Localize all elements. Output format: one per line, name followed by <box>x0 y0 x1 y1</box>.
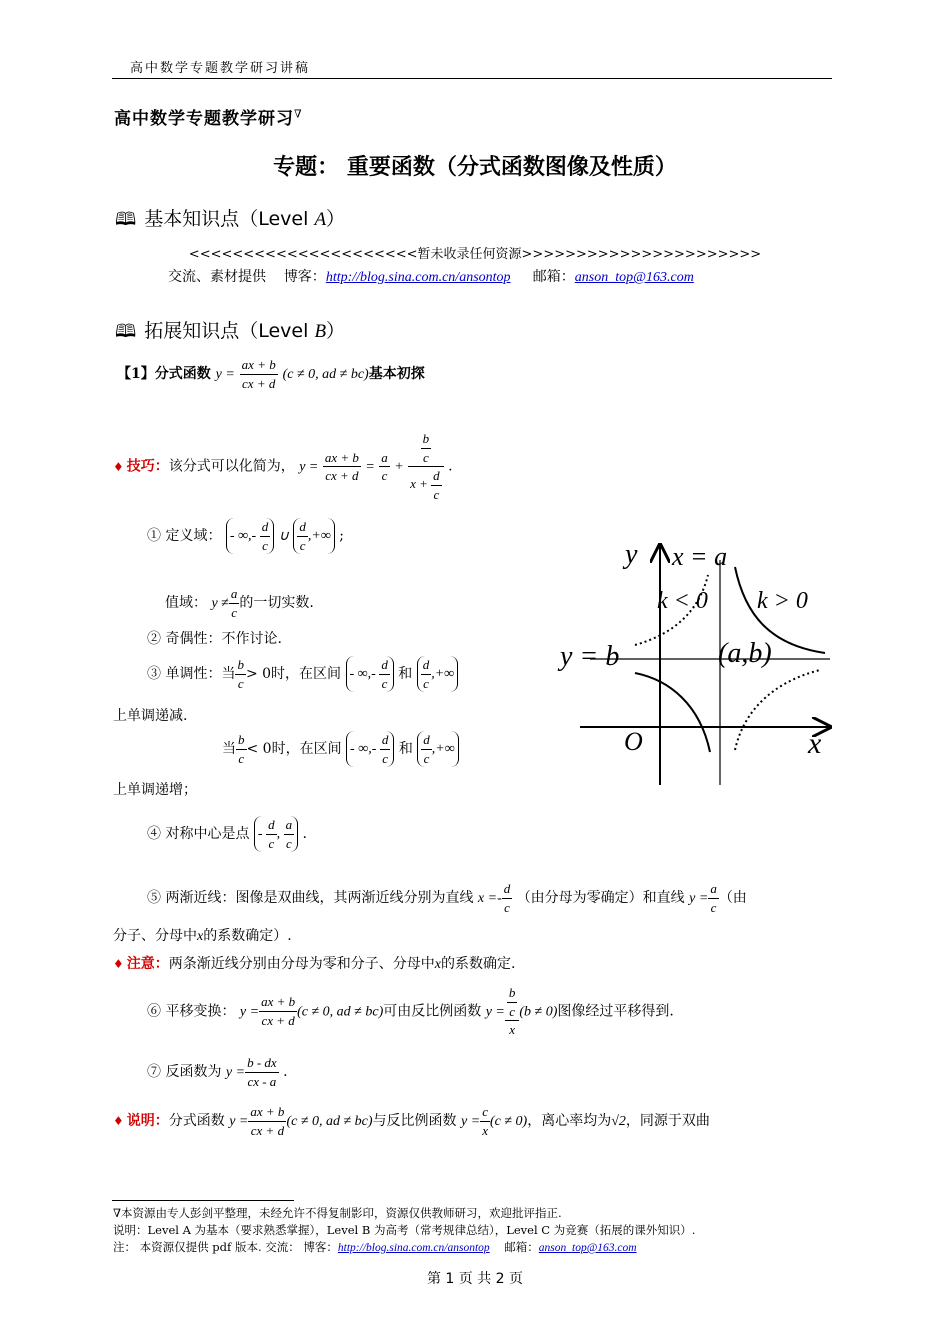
note-text: 两条渐近线分别由分母为零和分子、分母中 <box>168 956 435 972</box>
explain-a: 分式函数 <box>168 1113 225 1130</box>
shift-line: ⑥ 平移变换： y = $\frac{ax + b}{cx + d}$ (c ≠ 0, ad ≠ bc)可由反比例函数 y = $\frac{\frac{b}{c}}{x}$ (b ≠ 0)图像经过平移得到. <box>147 985 674 1038</box>
mono-lt0: < 0时，在区间 <box>246 741 342 758</box>
drop-icon: ♦ <box>113 957 124 971</box>
graph-y-label: y <box>625 539 638 570</box>
header-rule <box>112 78 832 79</box>
item-1-label: 分式函数 <box>154 366 211 383</box>
graph-x-label: x <box>808 727 822 760</box>
explain-c: ，离心率均为 <box>527 1113 612 1130</box>
fraction: $\frac{ax + b}{cx + d}$ <box>324 449 359 484</box>
page-number: 第 1 页 共 2 页 <box>426 1271 524 1287</box>
tip-label: 技巧： <box>126 458 169 475</box>
range-text: 的一切实数. <box>239 595 314 612</box>
inverse-label: ⑦ 反函数为 <box>147 1064 222 1081</box>
center-label: ④ 对称中心是点 <box>147 826 250 843</box>
footnote-mark: ∇ <box>294 107 303 121</box>
mono-label: ③ 单调性：当 <box>147 666 236 683</box>
mono-pre2: 当 <box>222 741 236 758</box>
interval: - ∞,- $\frac{d}{c}$ <box>226 518 274 554</box>
monotonic-inc: 上单调递增； <box>113 782 197 798</box>
footnote-rule <box>112 1200 294 1201</box>
footnote-3-prefix: 注： 本资源仅提供 pdf 版本. 交流： 博客： <box>113 1240 338 1254</box>
section-extended-label: 拓展知识点（Level <box>144 320 315 342</box>
mail-label: 邮箱： <box>532 269 575 285</box>
asymptote-line: ⑤ 两渐近线：图像是双曲线，其两渐近线分别为直线 x =- $\frac{d}{c}$ （由分母为零确定）和直线 y = $\frac{a}{c}$ （由 <box>147 881 747 915</box>
graph-kpos-label: k > 0 <box>757 588 808 614</box>
graph-hline-label: y = b <box>560 641 620 672</box>
inverse-line: ⑦ 反函数为 y = $\frac{b - dx}{cx - a}$ . <box>147 1055 288 1089</box>
point: - $\frac{d}{c}$ , $\frac{a}{c}$ <box>254 816 298 852</box>
asym-b: （由分母为零确定）和直线 <box>516 890 685 907</box>
footer-mail-label: 邮箱： <box>504 1240 539 1254</box>
explain-line: ♦ 说明：分式函数 y = $\frac{ax + b}{cx + d}$ (c ≠ 0, ad ≠ bc)与反比例函数 y = $\frac{c}{x}$ (c ≠ 0)，离心率均为√2，同源于双曲 <box>113 1104 710 1138</box>
item-1-suffix: 基本初探 <box>368 366 425 383</box>
mono-and: 和 <box>398 666 413 683</box>
item-1-heading <box>117 356 425 392</box>
section-extended-close: ） <box>326 320 346 342</box>
fraction: $\frac{b}{c}$ x + $\frac{d}{c}$ <box>408 430 444 503</box>
range-line: 值域： y ≠ $\frac{a}{c}$ 的一切实数. <box>165 586 314 620</box>
graph-center-label: (a,b) <box>718 638 772 669</box>
curve-kpos-lower <box>635 673 710 752</box>
interval: - ∞,- $\frac{d}{c}$ <box>346 656 394 692</box>
hyperbola-graph <box>550 535 840 790</box>
section-basic-close: ） <box>326 208 346 230</box>
section-extended-heading <box>115 316 345 349</box>
footer-mail-link[interactable]: anson_top@163.com <box>538 1242 637 1254</box>
footer-blog-link[interactable]: http://blog.sina.com.cn/ansontop <box>337 1242 490 1254</box>
fraction: $\frac{ax + b}{cx + d}$ <box>241 357 276 391</box>
domain-line: ① 定义域： - ∞,- $\frac{d}{c}$ ∪ $\frac{d}{c}$ ,+∞ ; <box>147 519 344 553</box>
mail-link[interactable]: anson_top@163.com <box>574 270 694 285</box>
item-1-formula: y = <box>215 367 235 383</box>
footnote-2: 说明：Level A 为基本（要求熟悉掌握），Level B 为高考（常考规律总结），Level C 为竞赛（拓展的课外知识）. <box>113 1223 696 1237</box>
mono-and: 和 <box>398 741 413 758</box>
section-basic-level: A <box>314 209 327 230</box>
asym-d: 分子、分母中 <box>113 928 197 944</box>
resource-line: <<<<<<<<<<<<<<<<<<<<<暂未收录任何资源>>>>>>>>>>>>>>>>>>>>>> <box>188 247 762 262</box>
graph-vline-label: x = a <box>672 542 728 571</box>
section-basic-heading <box>115 204 345 237</box>
explain-d: ，同源于双曲 <box>625 1113 710 1130</box>
asym-e: 的系数确定）. <box>203 928 292 944</box>
fraction: $\frac{a}{c}$ <box>381 449 388 484</box>
asymptote-line-2: 分子、分母中x的系数确定）. <box>113 928 292 944</box>
graph-kneg-label: k < 0 <box>657 588 708 614</box>
explain-b: 与反比例函数 <box>372 1113 457 1130</box>
parity-line: ② 奇偶性：不作讨论. <box>147 631 282 647</box>
blog-link[interactable]: http://blog.sina.com.cn/ansontop <box>325 270 511 285</box>
section-basic-label: 基本知识点（Level <box>144 208 315 230</box>
asym-c: （由 <box>718 890 747 907</box>
asym-a: ⑤ 两渐近线：图像是双曲线，其两渐近线分别为直线 <box>147 890 474 907</box>
tip-line: ♦ 技巧：该分式可以化简为， y = $\frac{ax + b}{cx + d}$ = $\frac{a}{c}$ + $\frac{b}{c}$ x + $\frac{d}{c}$ . <box>113 431 453 502</box>
domain-label: ① 定义域： <box>147 528 222 545</box>
section-extended-level: B <box>314 321 327 342</box>
blog-label: 博客： <box>283 269 326 285</box>
interval: $\frac{d}{c}$ ,+∞ <box>293 518 334 554</box>
monotonic-line-2: 当 $\frac{b}{c}$ < 0时，在区间 - ∞,- $\frac{d}{c}$ 和 $\frac{d}{c}$ ,+∞ <box>222 731 459 767</box>
shift-mid: 可由反比例函数 <box>383 1003 482 1020</box>
series-title-text: 高中数学专题教学研习 <box>114 109 294 129</box>
footnote-3 <box>113 1239 637 1255</box>
shift-label: ⑥ 平移变换： <box>147 1003 236 1020</box>
interval: - ∞,- $\frac{d}{c}$ <box>346 731 394 767</box>
running-header: 高中数学专题教学研习讲稿 <box>130 61 311 76</box>
tip-formula: y = <box>299 459 319 475</box>
contact-prefix: 交流、素材提供 <box>168 269 266 285</box>
item-1-number: 【1】 <box>117 366 155 383</box>
monotonic-dec: 上单调递减. <box>113 708 188 724</box>
book-icon: 🕮 <box>115 209 137 230</box>
monotonic-line-1: ③ 单调性：当 $\frac{b}{c}$ > 0时，在区间 - ∞,- $\frac{d}{c}$ 和 $\frac{d}{c}$ ,+∞ <box>147 656 458 692</box>
tip-text: 该分式可以化简为， <box>168 458 295 475</box>
footnote-1: ∇本资源由专人彭剑平整理，未经允许不得复制影印，资源仅供教师研习，欢迎批评指正. <box>113 1206 562 1220</box>
interval: $\frac{d}{c}$ ,+∞ <box>417 731 458 767</box>
book-icon: 🕮 <box>115 321 137 342</box>
graph-origin-label: O <box>624 727 643 756</box>
drop-icon: ♦ <box>113 459 124 474</box>
note-label: 注意： <box>126 956 169 972</box>
series-title <box>114 104 303 129</box>
interval: $\frac{d}{c}$ ,+∞ <box>417 656 458 692</box>
mono-gt0: > 0时，在区间 <box>245 666 342 683</box>
drop-icon: ♦ <box>113 1114 124 1129</box>
item-1-condition: (c ≠ 0, ad ≠ bc) <box>282 367 369 383</box>
fraction: $\frac{a}{c}$ <box>230 586 238 620</box>
note-text-2: 的系数确定. <box>440 956 516 972</box>
center-line: ④ 对称中心是点 - $\frac{d}{c}$ , $\frac{a}{c}$ . <box>147 817 307 851</box>
range-label: 值域： <box>165 595 207 612</box>
note-line: ♦ 注意：两条渐近线分别由分母为零和分子、分母中x的系数确定. <box>113 956 516 972</box>
page-title: 专题： 重要函数（分式函数图像及性质） <box>273 155 677 180</box>
contact-line <box>168 266 694 286</box>
shift-end: 图像经过平移得到. <box>557 1003 674 1020</box>
explain-label: 说明： <box>126 1113 169 1130</box>
